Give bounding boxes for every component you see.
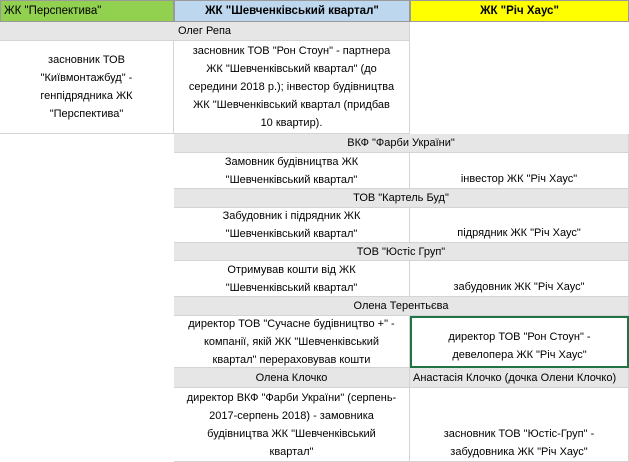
cell-anastasia-rich-haus[interactable]: засновник ТОВ "Юстіс-Груп" - забудовника ЖК "Річ Хаус"	[410, 388, 629, 462]
cell-vkf-rich-haus[interactable]: інвестор ЖК "Річ Хаус"	[410, 153, 629, 189]
cell-yustis-rich-haus[interactable]: забудовник ЖК "Річ Хаус"	[410, 261, 629, 297]
header-cell-shevchenkivskyi[interactable]: ЖК "Шевченківський квартал"	[174, 0, 410, 22]
cell-oleg-perspektyva[interactable]: засновник ТОВ "Київмонтажбуд" - генпідрядника ЖК "Перспектива"	[0, 41, 174, 134]
person-cell-olena-klochko[interactable]: Олена Клочко	[174, 368, 410, 388]
entity-cell-vkf[interactable]: ВКФ "Фарби України"	[174, 134, 629, 153]
cell-terentieva-rich-haus[interactable]: директор ТОВ "Рон Стоун" - девелопера ЖК "Річ Хаус"	[410, 316, 629, 368]
cell-oleg-shevchenkivskyi[interactable]: засновник ТОВ "Рон Стоун" - партнера ЖК "Шевченківський квартал" (до середини 2018 р.); інвестор будівництва ЖК "Шевченківський квартал (придбав 10 квартир).	[174, 41, 410, 134]
header-cell-rich-haus[interactable]: ЖК "Річ Хаус"	[410, 0, 629, 22]
entity-cell-kartel-bud[interactable]: ТОВ "Картель Буд"	[174, 189, 629, 208]
cell-yustis-shevchenkivskyi[interactable]: Отримував кошти від ЖК "Шевченківський квартал"	[174, 261, 410, 297]
cell-kartel-rich-haus[interactable]: підрядник ЖК "Річ Хаус"	[410, 208, 629, 243]
person-cell-anastasia-klochko[interactable]: Анастасія Клочко (дочка Олени Клочко)	[410, 368, 629, 388]
cell-terentieva-shevchenkivskyi[interactable]: директор ТОВ "Сучасне будівництво +" - компанії, якій ЖК "Шевченківський квартал" перераховував кошти	[174, 316, 410, 368]
cell-klochko-shevchenkivskyi[interactable]: директор ВКФ "Фарби України" (серпень- 2017-серпень 2018) - замовника будівництва ЖК "Шевченківський квартал"	[174, 388, 410, 462]
person-cell-oleg-repa[interactable]: Олег Репа	[0, 22, 410, 41]
header-cell-perspektyva[interactable]: ЖК "Перспектива"	[0, 0, 174, 22]
cell-vkf-shevchenkivskyi[interactable]: Замовник будівництва ЖК "Шевченківський квартал"	[174, 153, 410, 189]
person-cell-olena-terentieva[interactable]: Олена Терентьєва	[174, 297, 629, 316]
entity-cell-yustis[interactable]: ТОВ "Юстіс Груп"	[174, 243, 629, 261]
cell-kartel-shevchenkivskyi[interactable]: Забудовник і підрядник ЖК "Шевченківський квартал"	[174, 208, 410, 243]
